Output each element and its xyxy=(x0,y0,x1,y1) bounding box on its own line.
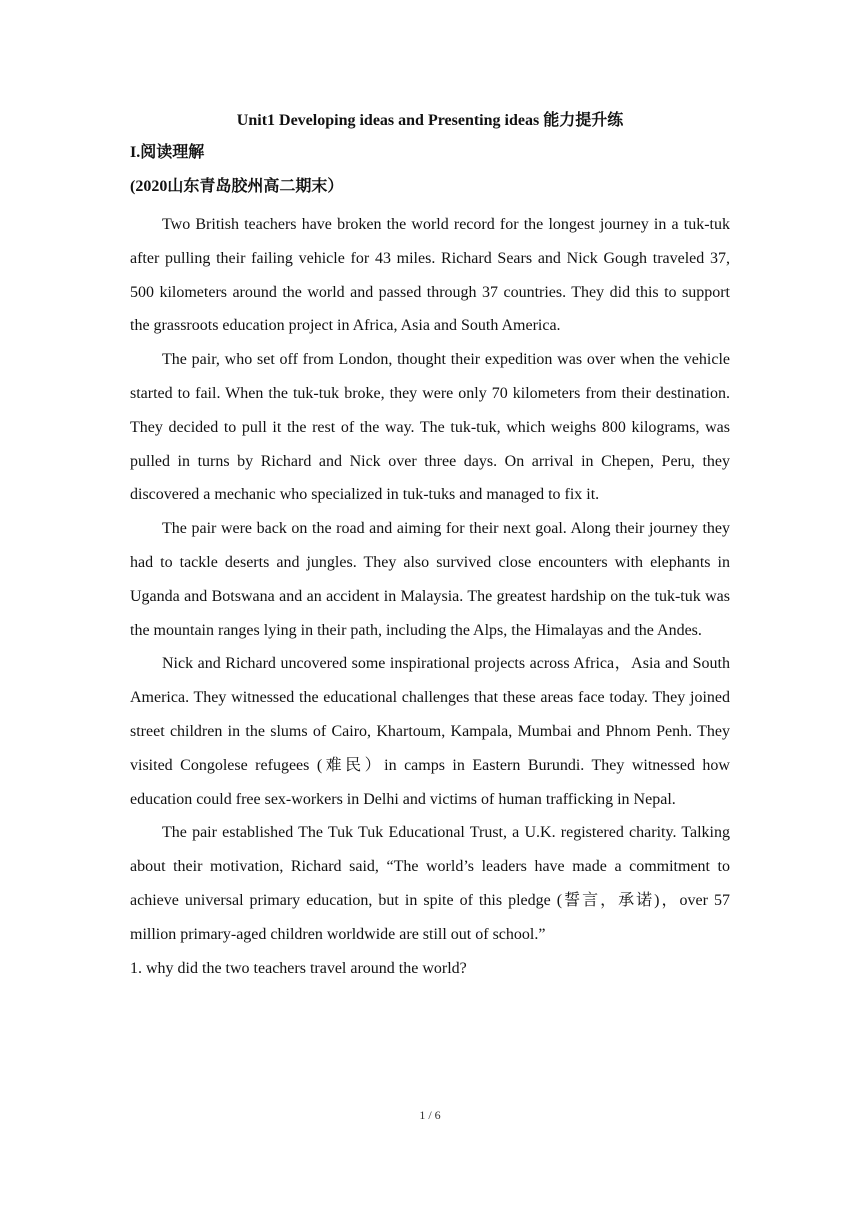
paragraph-4: Nick and Richard uncovered some inspirational projects across Africa，Asia and South America. They witnessed the educational challenges that these areas face today. They joined street children in the slums of Cairo, Khartoum, Kampala, Mumbai and Phnom Penh. They visited Congolese refugees (难民）in camps in Eastern Burundi. They witnessed how education could free sex-workers in Delhi and victims of human trafficking in Nepal. xyxy=(130,655,730,808)
paragraph-2: The pair, who set off from London, thought their expedition was over when the vehicle started to fail. When the tuk-tuk broke, they were only 70 kilometers from their destination. They decided to pull it the rest of the way. The tuk-tuk, which weighs 800 kilograms, was pulled in turns by Richard and Nick over three days. On arrival in Chepen, Peru, they discovered a mechanic who specialized in tuk-tuks and managed to fix it. xyxy=(130,351,730,504)
page-number: 1 / 6 xyxy=(419,1108,441,1122)
source-note: (2020山东青岛胶州高二期末） xyxy=(130,178,344,195)
paragraph-3: The pair were back on the road and aiming for their next goal. Along their journey they had to tackle deserts and jungles. They also survived close encounters with elephants in Uganda and Botswana and an accident in Malaysia. The greatest hardship on the tuk-tuk was the mountain ranges lying in their path, including the Alps, the Himalayas and the Andes. xyxy=(130,520,730,639)
paragraph-5: The pair established The Tuk Tuk Educational Trust, a U.K. registered charity. Talking about their motivation, Richard said, “The world’s leaders have made a commitment to achieve universal primary education, but in spite of this pledge (誓言，承诺)，over 57 million primary-aged children worldwide are still out of school.” xyxy=(130,824,730,943)
document-title: Unit1 Developing ideas and Presenting ideas 能力提升练 xyxy=(236,112,624,129)
section-heading: I.阅读理解 xyxy=(130,144,205,161)
document-page xyxy=(130,108,730,985)
paragraph-1: Two British teachers have broken the world record for the longest journey in a tuk-tuk after pulling their failing vehicle for 43 miles. Richard Sears and Nick Gough traveled 37, 500 kilometers around the world and passed through 37 countries. They did this to support the grassroots education project in Africa, Asia and South America. xyxy=(130,216,730,335)
question-1: 1. why did the two teachers travel around the world? xyxy=(130,959,467,977)
